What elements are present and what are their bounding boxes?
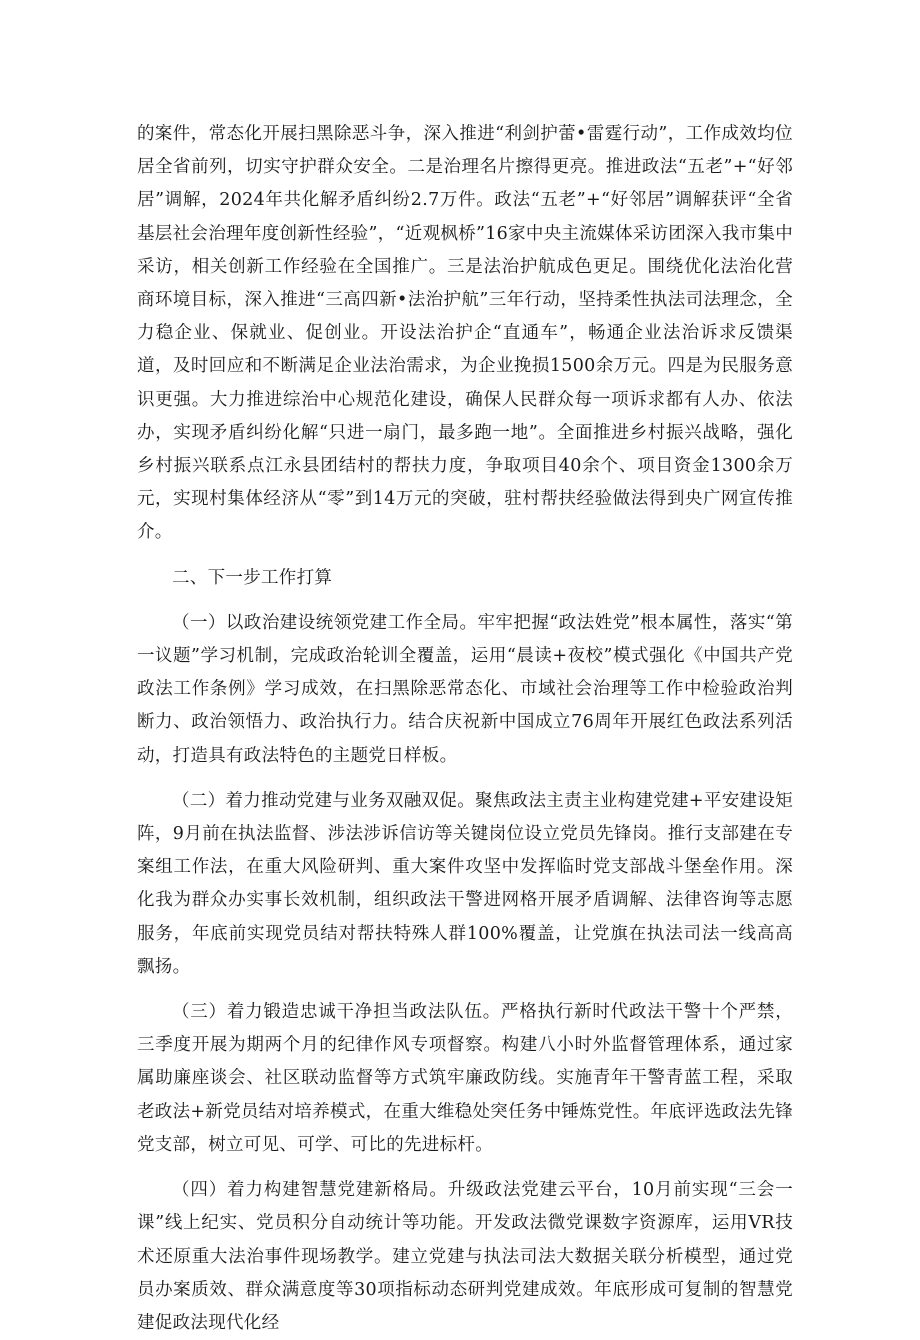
section-heading: 二、下一步工作打算 bbox=[172, 567, 333, 588]
plan-item-2: （二）着力推动党建与业务双融双促。聚焦政法主责主业构建党建+平安建设矩阵，9月前在执法监督、涉法涉诉信访等关键岗位设立党员先锋岗。推行支部建在专案组工作法，在重大风险研判、重大案件攻坚中发挥临时党支部战斗堡垒作用。深化我为群众办实事长效机制，组织政法干警进网格开展矛盾调解、法律咨询等志愿服务，年底前实现党员结对帮扶特殊人群100%覆盖，让党旗在执法司法一线高高飘扬。 bbox=[137, 790, 793, 977]
plan-item-1: （一）以政治建设统领党建工作全局。牢牢把握“政法姓党”根本属性，落实“第一议题”学习机制，完成政治轮训全覆盖，运用“晨读+夜校”模式强化《中国共产党政法工作条例》学习成效，在扫黑除恶常态化、市域社会治理等工作中检验政治判断力、政治领悟力、政治执行力。结合庆祝新中国成立76周年开展红色政法系列活动，打造具有政法特色的主题党日样板。 bbox=[137, 612, 793, 766]
intro-paragraph: 的案件，常态化开展扫黑除恶斗争，深入推进“利剑护蕾•雷霆行动”，工作成效均位居全省前列，切实守护群众安全。二是治理名片擦得更亮。推进政法“五老”+“好邻居”调解，2024年共化解矛盾纠纷2.7万件。政法“五老”+“好邻居”调解获评“全省基层社会治理年度创新性经验”，“近观枫桥”16家中央主流媒体采访团深入我市集中采访，相关创新工作经验在全国推广。三是法治护航成色更足。围绕优化法治化营商环境目标，深入推进“三高四新•法治护航”三年行动，坚持柔性执法司法理念，全力稳企业、保就业、促创业。开设法治护企“直通车”，畅通企业法治诉求反馈渠道，及时回应和不断满足企业法治需求，为企业挽损1500余万元。四是为民服务意识更强。大力推进综治中心规范化建设，确保人民群众每一项诉求都有人办、依法办，实现矛盾纠纷化解“只进一扇门，最多跑一地”。全面推进乡村振兴战略，强化乡村振兴联系点江永县团结村的帮扶力度，争取项目40余个、项目资金1300余万元，实现村集体经济从“零”到14万元的突破，驻村帮扶经验做法得到央广网宣传推介。 bbox=[137, 124, 793, 543]
plan-item-4: （四）着力构建智慧党建新格局。升级政法党建云平台，10月前实现“三会一课”线上纪实、党员积分自动统计等功能。开发政法微党课数字资源库，运用VR技术还原重大法治事件现场教学。建立党建与执法司法大数据关联分析模型，通过党员办案质效、群众满意度等30项指标动态研判党建成效。年底形成可复制的智慧党建促政法现代化经 bbox=[137, 1180, 793, 1333]
document-body bbox=[137, 118, 793, 1340]
plan-item-3: （三）着力锻造忠诚干净担当政法队伍。严格执行新时代政法干警十个严禁，三季度开展为期两个月的纪律作风专项督察。构建八小时外监督管理体系，通过家属助廉座谈会、社区联动监督等方式筑牢廉政防线。实施青年干警青蓝工程，采取老政法+新党员结对培养模式，在重大维稳处突任务中锤炼党性。年底评选政法先锋党支部，树立可见、可学、可比的先进标杆。 bbox=[137, 1002, 793, 1155]
